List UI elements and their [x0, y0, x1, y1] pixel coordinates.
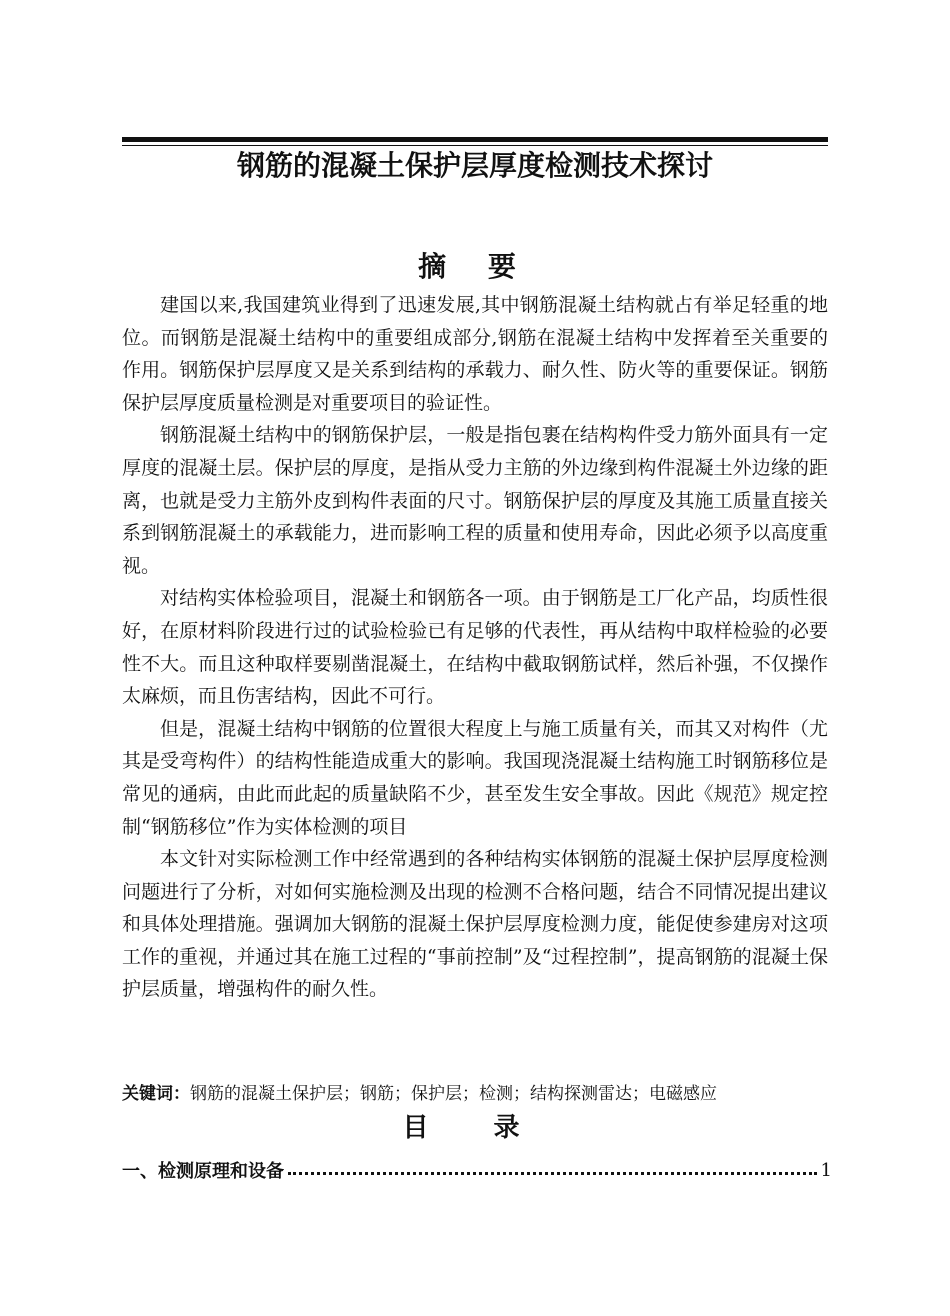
- abstract-heading: 摘 要: [418, 250, 532, 283]
- keywords-line: [122, 1079, 842, 1109]
- keywords-text: 钢筋的混凝土保护层；钢筋；保护层；检测；结构探测雷达；电磁感应: [190, 1084, 717, 1104]
- keywords-label: 关键词：: [122, 1084, 190, 1104]
- abstract-paragraph: 本文针对实际检测工作中经常遇到的各种结构实体钢筋的混凝土保护层厚度检测问题进行了分析，对如何实施检测及出现的检测不合格问题，结合不同情况提出建议和具体处理措施。强调加大钢筋的混凝土保护层厚度检测力度，能促使参建房对这项工作的重视，并通过其在施工过程的“事前控制”及“过程控制”，提高钢筋的混凝土保护层质量，增强构件的耐久性。: [122, 848, 828, 1001]
- header-rule-thick: [122, 137, 828, 142]
- abstract-paragraph: 建国以来,我国建筑业得到了迅速发展,其中钢筋混凝土结构就占有举足轻重的地位。而钢筋是混凝土结构中的重要组成部分,钢筋在混凝土结构中发挥着至关重要的作用。钢筋保护层厚度又是关系到结构的承载力、耐久性、防火等的重要保证。钢筋保护层厚度质量检测是对重要项目的验证性。: [122, 294, 828, 414]
- toc-dot-leader: [288, 1172, 817, 1175]
- toc-entry-page: 1: [820, 1159, 832, 1181]
- document-title: 钢筋的混凝土保护层厚度检测技术探讨: [236, 149, 713, 182]
- toc-entry[interactable]: [122, 1154, 832, 1186]
- abstract-paragraph: 对结构实体检验项目，混凝土和钢筋各一项。由于钢筋是工厂化产品，均质性很好，在原材料阶段进行过的试验检验已有足够的代表性，再从结构中取样检验的必要性不大。而且这种取样要剔凿混凝土，在结构中截取钢筋试样，然后补强，不仅操作太麻烦，而且伤害结构，因此不可行。: [122, 587, 828, 708]
- abstract-body: [122, 289, 828, 1006]
- toc-entry-label: 一、检测原理和设备: [122, 1161, 284, 1182]
- toc-heading: 目 录: [402, 1113, 548, 1143]
- abstract-paragraph: 钢筋混凝土结构中的钢筋保护层，一般是指包裹在结构构件受力筋外面具有一定厚度的混凝土层。保护层的厚度，是指从受力主筋的外边缘到构件混凝土外边缘的距离，也就是受力主筋外皮到构件表面的尺寸。钢筋保护层的厚度及其施工质量直接关系到钢筋混凝土的承载能力，进而影响工程的质量和使用寿命，因此必须予以高度重视。: [122, 424, 828, 577]
- abstract-paragraph: 但是，混凝土结构中钢筋的位置很大程度上与施工质量有关，而其又对构件（尤其是受弯构件）的结构性能造成重大的影响。我国现浇混凝土结构施工时钢筋移位是常见的通病，由此而此起的质量缺陷不少，甚至发生安全事故。因此《规范》规定控制“钢筋移位”作为实体检测的项目: [122, 717, 828, 838]
